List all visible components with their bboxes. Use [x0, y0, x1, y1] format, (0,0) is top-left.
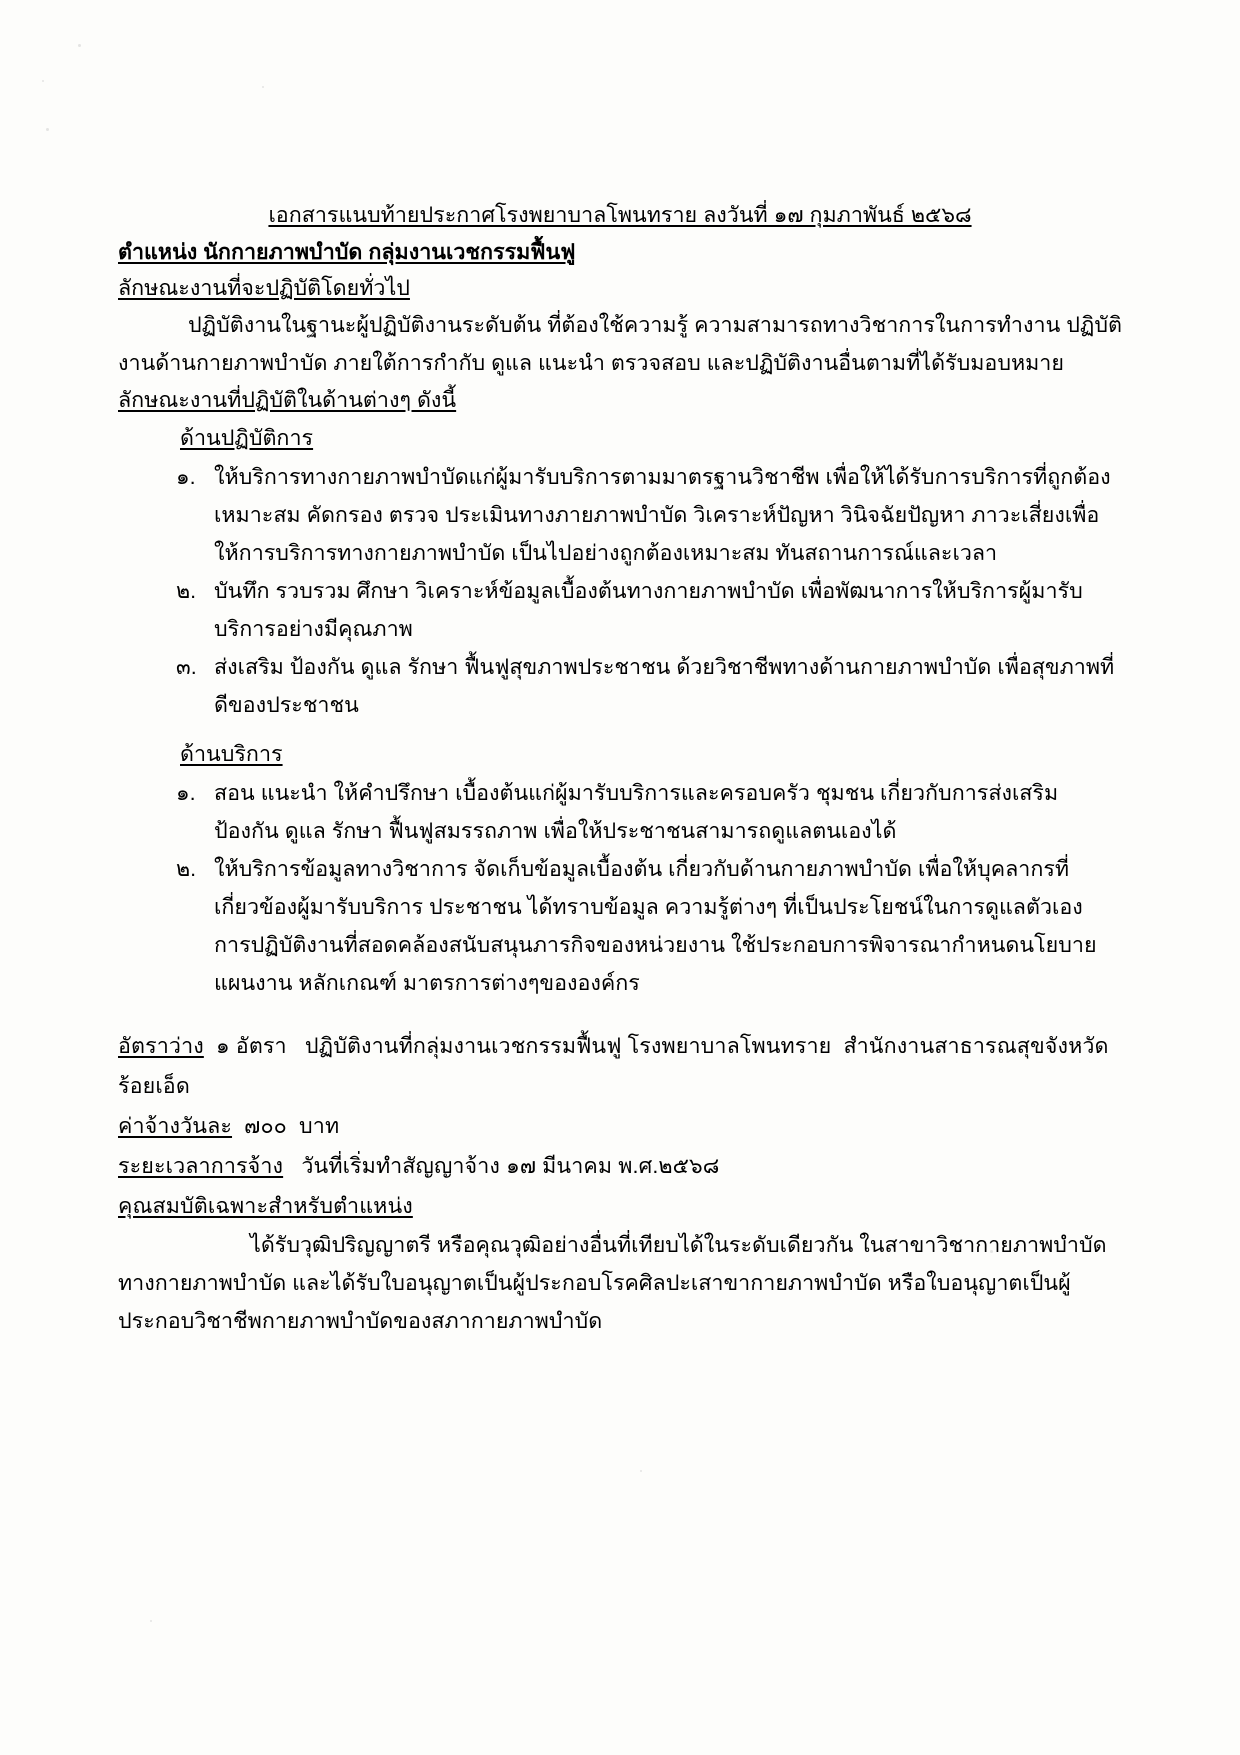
duties-by-area-heading: ลักษณะงานที่ปฏิบัติในด้านต่างๆ ดังนี้ — [118, 388, 457, 412]
service-list — [118, 774, 1122, 1002]
qualification-paragraph — [118, 1226, 1122, 1340]
list-item-text: สอน แนะนำ ให้คำปรึกษา เบื้องต้นแก่ผู้มารับบริการและครอบครัว ชุมชน เกี่ยวกับการส่งเสริม ป้องกัน ดูแล รักษา ฟื้นฟูสมรรถภาพ เพื่อให้ประชาชนสามารถดูแลตนเองได้ — [214, 781, 1059, 843]
list-item-text: บันทึก รวบรวม ศึกษา วิเคราะห์ข้อมูลเบื้องต้นทางกายภาพบำบัด เพื่อพัฒนาการให้บริการผู้มารับบริการอย่างมีคุณภาพ — [214, 579, 1083, 641]
spacer — [118, 1002, 1122, 1026]
wage-text: ๗๐๐ บาท — [232, 1114, 340, 1138]
operational-section-label: ด้านปฏิบัติการ — [180, 426, 314, 450]
list-item — [118, 572, 1122, 648]
qualification-heading — [118, 1186, 1122, 1226]
document-title: เอกสารแนบท้ายประกาศโรงพยาบาลโพนทราย ลงวันที่ ๑๗ กุมภาพันธ์ ๒๕๖๘ — [268, 203, 972, 227]
vacancy-line — [118, 1026, 1122, 1106]
list-item — [118, 458, 1122, 572]
spacer — [118, 724, 1122, 734]
wage-line — [118, 1106, 1122, 1146]
list-item-number: ๑. — [176, 465, 196, 489]
vacancy-text: ๑ อัตรา ปฏิบัติงานที่กลุ่มงานเวชกรรมฟื้นฟู โรงพยาบาลโพนทราย สำนักงานสาธารณสุขจังหวัดร้อยเอ็ด — [118, 1034, 1109, 1098]
scan-speck — [78, 44, 81, 47]
list-item — [118, 648, 1122, 724]
wage-label: ค่าจ้างวันละ — [118, 1114, 233, 1138]
list-item-number: ๒. — [176, 579, 197, 603]
list-item-number: ๑. — [176, 781, 196, 805]
employment-details — [118, 1026, 1122, 1226]
list-item-text: ให้บริการทางกายภาพบำบัดแก่ผู้มารับบริการตามมาตรฐานวิชาชีพ เพื่อให้ได้รับการบริการที่ถูกต้อง เหมาะสม คัดกรอง ตรวจ ประเมินทางภายภาพบำบัด วิเคราะห์ปัญหา วินิจฉัยปัญหา ภาวะเสี่ยงเพื่อให้การบริการทางกายภาพบำบัด เป็นไปอย่างถูกต้องเหมาะสม ทันสถานการณ์และเวลา — [214, 465, 1111, 565]
list-item — [118, 774, 1122, 850]
position-line: ตำแหน่ง นักกายภาพบำบัด กลุ่มงานเวชกรรมฟื้นฟู — [118, 240, 576, 264]
list-item-text: ส่งเสริม ป้องกัน ดูแล รักษา ฟื้นฟูสุขภาพประชาชน ด้วยวิชาชีพทางด้านกายภาพบำบัด เพื่อสุขภาพที่ดีของประชาชน — [214, 655, 1115, 717]
document-body — [118, 198, 1122, 1340]
scan-speck — [640, 1470, 642, 1472]
list-item — [118, 850, 1122, 1002]
scan-speck — [150, 1620, 152, 1622]
operational-list — [118, 458, 1122, 724]
service-section-label: ด้านบริการ — [180, 742, 283, 766]
vacancy-label: อัตราว่าง — [118, 1034, 204, 1058]
list-item-number: ๓. — [176, 655, 197, 679]
qualification-heading-text: คุณสมบัติเฉพาะสำหรับตำแหน่ง — [118, 1194, 413, 1218]
scan-speck — [46, 128, 49, 131]
period-text: วันที่เริ่มทำสัญญาจ้าง ๑๗ มีนาคม พ.ศ.๒๕๖๘ — [283, 1154, 720, 1178]
general-duties-heading: ลักษณะงานที่จะปฏิบัติโดยทั่วไป — [118, 276, 410, 300]
period-label: ระยะเวลาการจ้าง — [118, 1154, 284, 1178]
qualification-text: ได้รับวุฒิปริญญาตรี หรือคุณวุฒิอย่างอื่นที่เทียบได้ในระดับเดียวกัน ในสาขาวิชากายภาพบำบัด ทางกายภาพบำบัด และได้รับใบอนุญาตเป็นผู้ประกอบโรคศิลปะเสาขากายภาพบำบัด หรือใบอนุญาตเป็นผู้ประกอบวิชาชีพกายภาพบำบัดของสภากายภาพบำบัด — [118, 1233, 1107, 1333]
scan-speck — [42, 80, 44, 82]
scan-speck — [262, 86, 264, 88]
period-line — [118, 1146, 1122, 1186]
list-item-text: ให้บริการข้อมูลทางวิชาการ จัดเก็บข้อมูลเบื้องต้น เกี่ยวกับด้านกายภาพบำบัด เพื่อให้บุคลากรที่เกี่ยวข้องผู้มารับบริการ ประชาชน ได้ทราบข้อมูล ความรู้ต่างๆ ที่เป็นประโยชน์ในการดูแลตัวเอง การปฏิบัติงานที่สอดคล้องสนับสนุนภารกิจของหน่วยงาน ใช้ประกอบการพิจารณากำหนดนโยบาย แผนงาน หลักเกณฑ์ มาตรการต่างๆขององค์กร — [214, 857, 1097, 995]
list-item-number: ๒. — [176, 857, 197, 881]
general-duties-paragraph: ปฏิบัติงานในฐานะผู้ปฏิบัติงานระดับต้น ที่ต้องใช้ความรู้ ความสามารถทางวิชาการในการทำงาน ปฏิบัติงานด้านกายภาพบำบัด ภายใต้การกำกับ ดูแล แนะนำ ตรวจสอบ และปฏิบัติงานอื่นตามที่ได้รับมอบหมาย — [118, 313, 1122, 375]
